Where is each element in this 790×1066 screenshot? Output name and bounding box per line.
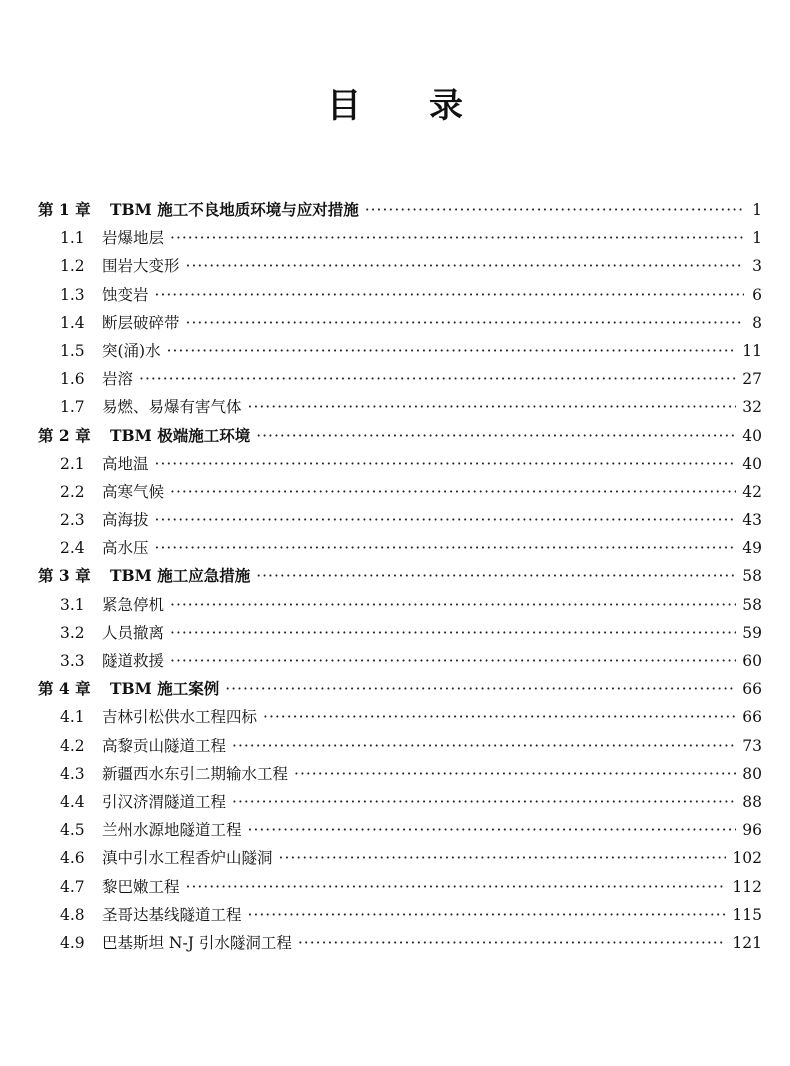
toc-entry-title: 滇中引水工程香炉山隧洞 bbox=[102, 849, 273, 868]
page-title bbox=[0, 78, 790, 127]
toc-chapter-entry[interactable] bbox=[38, 675, 762, 703]
toc-entry-number: 1.3 bbox=[60, 285, 85, 304]
toc-dot-leader bbox=[155, 281, 744, 309]
toc-page-number: 3 bbox=[752, 257, 762, 276]
toc-entry-title: 引汉济渭隧道工程 bbox=[102, 792, 227, 811]
toc-entry-title: TBM 极端施工环境 bbox=[110, 425, 251, 445]
toc-dot-leader bbox=[167, 337, 737, 365]
toc-section-entry[interactable] bbox=[38, 252, 762, 280]
toc-entry-title: 人员撤离 bbox=[102, 623, 165, 642]
toc-section-entry[interactable] bbox=[38, 929, 762, 957]
toc-page-number: 1 bbox=[752, 201, 762, 219]
toc-entry-number: 4.9 bbox=[60, 933, 85, 952]
toc-entry-title: 断层破碎带 bbox=[102, 313, 180, 332]
toc-page-number: 8 bbox=[752, 313, 762, 332]
toc-dot-leader bbox=[170, 619, 736, 647]
toc-entry-number: 2.4 bbox=[60, 539, 85, 558]
toc-entry-number: 1.2 bbox=[60, 257, 85, 276]
toc-dot-leader bbox=[186, 309, 744, 337]
toc-dot-leader bbox=[263, 703, 736, 731]
toc-chapter-entry[interactable] bbox=[38, 562, 762, 590]
toc-entry-number: 2.2 bbox=[60, 482, 85, 501]
toc-entry-title: TBM 施工案例 bbox=[110, 679, 220, 699]
toc-entry-title: 围岩大变形 bbox=[102, 257, 180, 276]
toc-dot-leader bbox=[225, 675, 736, 703]
toc-entry-number: 第 3 章 bbox=[38, 566, 91, 586]
toc-page-number: 27 bbox=[742, 370, 762, 389]
toc-entry-title: 新疆西水东引二期输水工程 bbox=[102, 764, 289, 783]
toc-entry-title: 岩溶 bbox=[102, 370, 134, 389]
toc-page-number: 115 bbox=[732, 905, 762, 924]
toc-page-number: 88 bbox=[742, 792, 762, 811]
toc-entry-number: 2.3 bbox=[60, 511, 85, 530]
toc-page-number: 40 bbox=[742, 426, 762, 445]
toc-entry-title: 隧道救援 bbox=[102, 652, 165, 670]
toc-entry-number: 第 2 章 bbox=[38, 425, 91, 445]
toc-entry-number: 4.1 bbox=[60, 708, 85, 727]
toc-section-entry[interactable] bbox=[38, 393, 762, 421]
toc-chapter-entry[interactable] bbox=[38, 196, 762, 224]
toc-entry-title: 高地温 bbox=[102, 454, 149, 473]
toc-section-entry[interactable] bbox=[38, 591, 762, 619]
title-char-1: 目 bbox=[327, 86, 361, 126]
toc-entry-number: 3.2 bbox=[60, 623, 85, 642]
toc-dot-leader bbox=[232, 732, 736, 760]
toc-page-number: 112 bbox=[732, 877, 762, 896]
toc-page-number: 60 bbox=[742, 652, 762, 670]
toc-section-entry[interactable] bbox=[38, 309, 762, 337]
toc-page-number: 58 bbox=[742, 567, 762, 586]
toc-dot-leader bbox=[155, 534, 737, 562]
toc-entry-number: 1.4 bbox=[60, 313, 85, 332]
toc-page-number: 73 bbox=[742, 736, 762, 755]
toc-section-entry[interactable] bbox=[38, 619, 762, 647]
toc-section-entry[interactable] bbox=[38, 450, 762, 478]
toc-dot-leader bbox=[170, 591, 736, 619]
toc-entry-title: 高海拔 bbox=[102, 511, 149, 530]
toc-entry-title: 吉林引松供水工程四标 bbox=[102, 708, 258, 727]
toc-entry-title: 兰州水源地隧道工程 bbox=[102, 821, 242, 840]
toc-section-entry[interactable] bbox=[38, 647, 762, 675]
toc-section-entry[interactable] bbox=[38, 788, 762, 816]
toc-section-entry[interactable] bbox=[38, 844, 762, 872]
toc-dot-leader bbox=[248, 901, 727, 929]
toc-page-number: 102 bbox=[732, 849, 762, 868]
toc-dot-leader bbox=[170, 647, 736, 675]
toc-entry-number: 3.3 bbox=[60, 652, 85, 670]
toc-page-number: 32 bbox=[742, 398, 762, 417]
toc-chapter-entry[interactable] bbox=[38, 422, 762, 450]
toc-dot-leader bbox=[256, 562, 736, 590]
toc-entry-title: 圣哥达基线隧道工程 bbox=[102, 905, 242, 924]
toc-page-number: 58 bbox=[742, 595, 762, 614]
toc-dot-leader bbox=[298, 929, 727, 957]
toc-page-number: 42 bbox=[742, 482, 762, 501]
toc-dot-leader bbox=[248, 393, 737, 421]
toc-dot-leader bbox=[186, 873, 727, 901]
toc-section-entry[interactable] bbox=[38, 703, 762, 731]
toc-entry-number: 4.3 bbox=[60, 764, 85, 783]
toc-dot-leader bbox=[232, 788, 736, 816]
toc-entry-title: 高黎贡山隧道工程 bbox=[102, 736, 227, 755]
toc-entry-title: 巴基斯坦 N-J 引水隧洞工程 bbox=[102, 933, 292, 952]
toc-dot-leader bbox=[248, 816, 737, 844]
toc-entry-number: 4.6 bbox=[60, 849, 85, 868]
toc-entry-title: 高水压 bbox=[102, 539, 149, 558]
toc-section-entry[interactable] bbox=[38, 281, 762, 309]
toc-entry-number: 4.7 bbox=[60, 877, 85, 896]
toc-page-number: 96 bbox=[742, 821, 762, 840]
toc-entry-number: 4.8 bbox=[60, 905, 85, 924]
toc-page-number: 66 bbox=[742, 680, 762, 699]
toc-dot-leader bbox=[155, 506, 737, 534]
toc-entry-number: 1.6 bbox=[60, 370, 85, 389]
toc-entry-title: 黎巴嫩工程 bbox=[102, 877, 180, 896]
toc-dot-leader bbox=[279, 844, 727, 872]
toc-entry-number: 4.5 bbox=[60, 821, 85, 840]
toc-section-entry[interactable] bbox=[38, 873, 762, 901]
toc-entry-title: 突(涌)水 bbox=[102, 341, 161, 360]
title-char-2: 录 bbox=[429, 86, 463, 126]
toc-entry-number: 第 1 章 bbox=[38, 200, 91, 219]
toc-entry-title: 高寒气候 bbox=[102, 482, 165, 501]
toc-section-entry[interactable] bbox=[38, 478, 762, 506]
toc-page-number: 43 bbox=[742, 511, 762, 530]
toc-section-entry[interactable] bbox=[38, 337, 762, 365]
toc-entry-number: 4.4 bbox=[60, 792, 85, 811]
toc-dot-leader bbox=[365, 196, 744, 224]
toc-section-entry[interactable] bbox=[38, 816, 762, 844]
toc-dot-leader bbox=[294, 760, 736, 788]
table-of-contents bbox=[38, 196, 762, 957]
toc-entry-number: 1.1 bbox=[60, 229, 85, 248]
toc-entry-title: TBM 施工应急措施 bbox=[110, 566, 251, 586]
toc-entry-title: TBM 施工不良地质环境与应对措施 bbox=[110, 200, 359, 219]
toc-page-number: 59 bbox=[742, 623, 762, 642]
toc-page-number: 40 bbox=[742, 454, 762, 473]
toc-page-number: 1 bbox=[752, 229, 762, 248]
toc-section-entry[interactable] bbox=[38, 732, 762, 760]
toc-entry-number: 第 4 章 bbox=[38, 679, 91, 699]
toc-dot-leader bbox=[170, 224, 744, 252]
toc-entry-number: 4.2 bbox=[60, 736, 85, 755]
toc-dot-leader bbox=[256, 422, 736, 450]
toc-dot-leader bbox=[139, 365, 736, 393]
toc-entry-number: 1.5 bbox=[60, 341, 85, 360]
toc-entry-title: 易燃、易爆有害气体 bbox=[102, 398, 242, 417]
toc-page-number: 49 bbox=[742, 539, 762, 558]
toc-dot-leader bbox=[186, 252, 744, 280]
toc-page-number: 80 bbox=[742, 764, 762, 783]
toc-entry-title: 岩爆地层 bbox=[102, 229, 165, 248]
toc-entry-number: 2.1 bbox=[60, 454, 85, 473]
toc-page-number: 11 bbox=[742, 341, 762, 360]
toc-dot-leader bbox=[155, 450, 737, 478]
toc-page-number: 6 bbox=[752, 285, 762, 304]
toc-page-number: 66 bbox=[742, 708, 762, 727]
toc-dot-leader bbox=[170, 478, 736, 506]
toc-entry-title: 蚀变岩 bbox=[102, 285, 149, 304]
toc-entry-title: 紧急停机 bbox=[102, 595, 165, 614]
toc-page-number: 121 bbox=[732, 933, 762, 952]
toc-entry-number: 3.1 bbox=[60, 595, 85, 614]
toc-entry-number: 1.7 bbox=[60, 398, 85, 417]
toc-section-entry[interactable] bbox=[38, 365, 762, 393]
toc-section-entry[interactable] bbox=[38, 506, 762, 534]
toc-section-entry[interactable] bbox=[38, 534, 762, 562]
toc-section-entry[interactable] bbox=[38, 760, 762, 788]
toc-section-entry[interactable] bbox=[38, 901, 762, 929]
toc-section-entry[interactable] bbox=[38, 224, 762, 252]
